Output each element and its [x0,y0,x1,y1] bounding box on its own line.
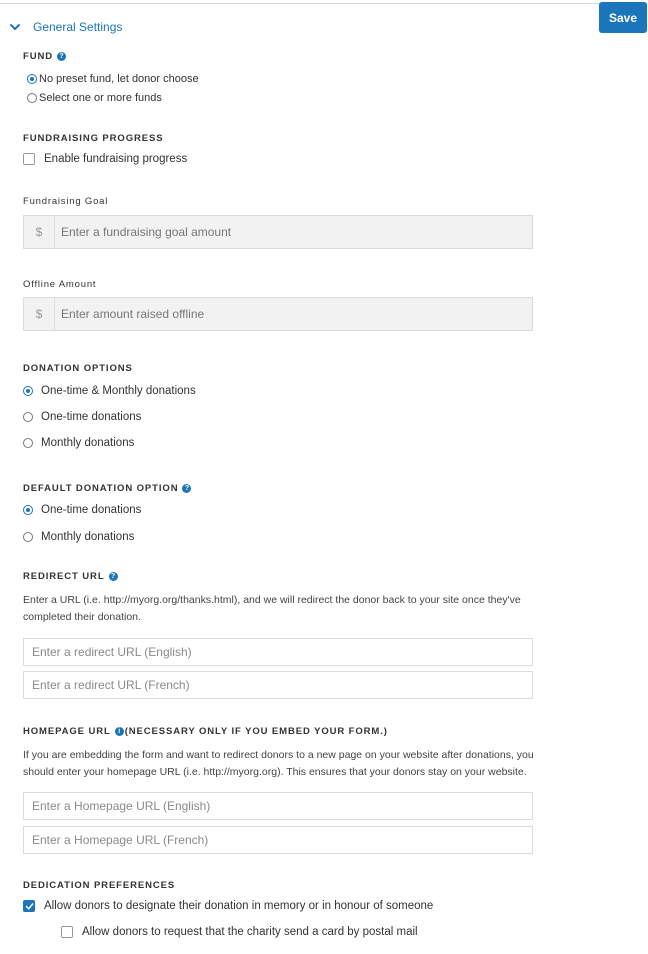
homepage-url-description: If you are embedding the form and want to redirect donors to a new page on your website after donations, you should enter your homepage URL (i.e. http://myorg.org). This ensures that your donors stay on your website. [23,749,534,778]
radio-button[interactable] [27,93,37,103]
fundraising-goal-label: Fundraising Goal [23,196,109,207]
radio-button[interactable] [23,412,33,422]
checkbox-label: Allow donors to request that the charity send a card by postal mail [82,926,418,938]
radio-button[interactable] [23,438,33,448]
save-button[interactable]: Save [599,2,647,33]
option-label: One-time donations [41,411,142,423]
dedication-preferences-label: DEDICATION PREFERENCES [23,880,176,891]
homepage-url-note: (NECESSARY ONLY IF YOU EMBED YOUR FORM.) [124,726,388,737]
currency-prefix: $ [24,298,55,330]
checkbox-label: Allow donors to designate their donation in memory or in honour of someone [44,900,434,912]
fund-option-select-funds[interactable] [27,92,162,104]
radio-button[interactable] [23,386,33,396]
donation-option-monthly[interactable] [23,437,134,449]
homepage-url-label: HOMEPAGE URL i (NECESSARY ONLY IF YOU EMBED YOUR FORM.) [23,726,388,737]
homepage-url-english-input[interactable] [23,792,533,820]
fundraising-goal-field [23,215,533,249]
chevron-down-icon[interactable] [8,20,22,34]
checkmark-icon [25,902,34,911]
option-label: One-time donations [41,504,142,516]
enable-progress-checkbox[interactable] [23,153,35,165]
allow-card-option[interactable] [61,926,418,938]
top-divider [0,3,600,4]
general-settings-header[interactable] [8,18,122,36]
redirect-url-label: REDIRECT URL ? [23,571,118,582]
option-label: Monthly donations [41,437,135,449]
default-donation-option-label: DEFAULT DONATION OPTION ? [23,483,191,494]
option-label: Select one or more funds [39,92,162,104]
info-icon[interactable]: i [115,727,124,736]
fund-option-no-preset[interactable] [27,73,199,85]
radio-button[interactable] [23,505,33,515]
fundraising-progress-label: FUNDRAISING PROGRESS [23,133,164,144]
radio-button[interactable] [23,532,33,542]
offline-amount-field [23,297,533,331]
option-label: One-time & Monthly donations [41,385,196,397]
currency-prefix: $ [24,216,55,248]
fundraising-goal-input[interactable] [55,216,532,248]
redirect-url-english-input[interactable] [23,638,533,666]
help-icon[interactable]: ? [57,52,66,61]
section-title: General Settings [33,20,123,34]
default-option-monthly[interactable] [23,531,134,543]
homepage-url-french-input[interactable] [23,826,533,854]
checkbox-label: Enable fundraising progress [44,153,188,165]
enable-fundraising-progress[interactable] [23,153,187,165]
redirect-url-french-input[interactable] [23,671,533,699]
help-icon[interactable]: ? [109,572,118,581]
offline-amount-input[interactable] [55,298,532,330]
help-icon[interactable]: ? [182,484,191,493]
donation-options-label: DONATION OPTIONS [23,363,133,374]
default-option-one-time[interactable] [23,504,141,516]
radio-button[interactable] [27,74,37,84]
option-label: No preset fund, let donor choose [39,73,199,85]
donation-option-both[interactable] [23,385,196,397]
donation-option-one-time[interactable] [23,411,141,423]
allow-designate-checkbox[interactable] [23,900,35,912]
offline-amount-label: Offline Amount [23,279,97,290]
redirect-url-description: Enter a URL (i.e. http://myorg.org/thanks.html), and we will redirect the donor back to your site once they've completed their donation. [23,594,521,623]
fund-label: FUND ? [23,51,66,62]
allow-card-checkbox[interactable] [61,926,73,938]
allow-designate-option[interactable] [23,900,433,912]
option-label: Monthly donations [41,531,135,543]
